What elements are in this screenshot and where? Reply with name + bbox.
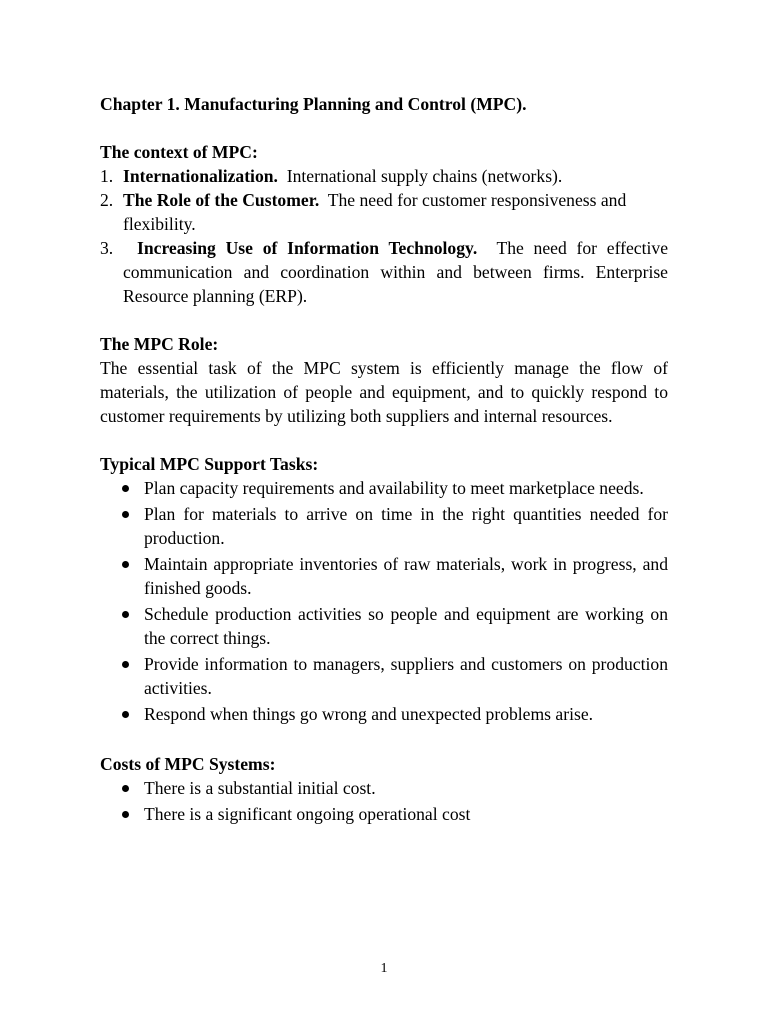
- list-number: 2.: [100, 190, 114, 210]
- role-heading: The MPC Role:: [100, 334, 219, 354]
- support-tasks-list: [100, 476, 668, 726]
- list-item-text: Plan for materials to arrive on time in the right quantities needed for production.: [144, 504, 668, 548]
- list-item: [100, 164, 668, 188]
- list-item: [120, 652, 668, 700]
- list-item: [120, 702, 668, 726]
- list-item-text: Plan capacity requirements and availability to meet marketplace needs.: [144, 478, 644, 498]
- support-tasks-heading: Typical MPC Support Tasks:: [100, 454, 319, 474]
- spacer: [100, 116, 668, 140]
- list-item-text: There is a significant ongoing operational cost: [144, 804, 471, 824]
- role-section: [100, 332, 668, 428]
- spacer: [100, 728, 668, 752]
- chapter-title: Chapter 1. Manufacturing Planning and Control (MPC).: [100, 94, 527, 114]
- list-number: 1.: [100, 166, 114, 186]
- list-item: [120, 476, 668, 500]
- context-list: [100, 164, 673, 308]
- support-tasks-section: [100, 452, 668, 726]
- list-item: [120, 502, 668, 550]
- context-section: [100, 140, 673, 308]
- costs-section: [100, 752, 668, 826]
- list-item-text: Schedule production activities so people and equipment are working on the correct things.: [144, 604, 668, 648]
- list-item: [120, 552, 668, 600]
- list-item-bold: Internationalization.: [123, 166, 278, 186]
- list-item: [120, 602, 668, 650]
- list-item-text: The need for customer responsiveness and flexibility.: [123, 190, 631, 234]
- bullet-icon: [122, 511, 129, 518]
- list-item-text: There is a substantial initial cost.: [144, 778, 376, 798]
- page-number: 1: [380, 961, 388, 976]
- list-item-bold: Increasing Use of Information Technology.: [137, 238, 478, 258]
- bullet-icon: [122, 485, 129, 492]
- list-item-text: The need for effective communication and coordination within and between firms. Enterprise Resource planning (ERP).: [123, 238, 673, 306]
- costs-list: [100, 776, 668, 826]
- list-number: 3.: [100, 238, 114, 258]
- list-item: [120, 802, 668, 826]
- bullet-icon: [122, 785, 129, 792]
- bullet-icon: [122, 561, 129, 568]
- document-page: [100, 92, 673, 828]
- list-item-text: Provide information to managers, suppliers and customers on production activities.: [144, 654, 668, 698]
- list-item-bold: The Role of the Customer.: [123, 190, 320, 210]
- list-item-text: International supply chains (networks).: [277, 166, 563, 186]
- spacer: [100, 428, 668, 452]
- list-item: [100, 236, 673, 308]
- bullet-icon: [122, 711, 129, 718]
- context-heading: The context of MPC:: [100, 142, 258, 162]
- bullet-icon: [122, 811, 129, 818]
- list-item-text: Respond when things go wrong and unexpected problems arise.: [144, 704, 594, 724]
- costs-heading: Costs of MPC Systems:: [100, 754, 276, 774]
- bullet-icon: [122, 611, 129, 618]
- list-item-text: Maintain appropriate inventories of raw materials, work in progress, and finished goods.: [144, 554, 668, 598]
- role-paragraph: The essential task of the MPC system is efficiently manage the flow of materials, the utilization of people and equipment, and to quickly respond to customer requirements by utilizing both suppliers and internal resources.: [100, 358, 668, 426]
- list-item: [100, 188, 668, 236]
- bullet-icon: [122, 661, 129, 668]
- spacer: [100, 308, 668, 332]
- list-item: [120, 776, 668, 800]
